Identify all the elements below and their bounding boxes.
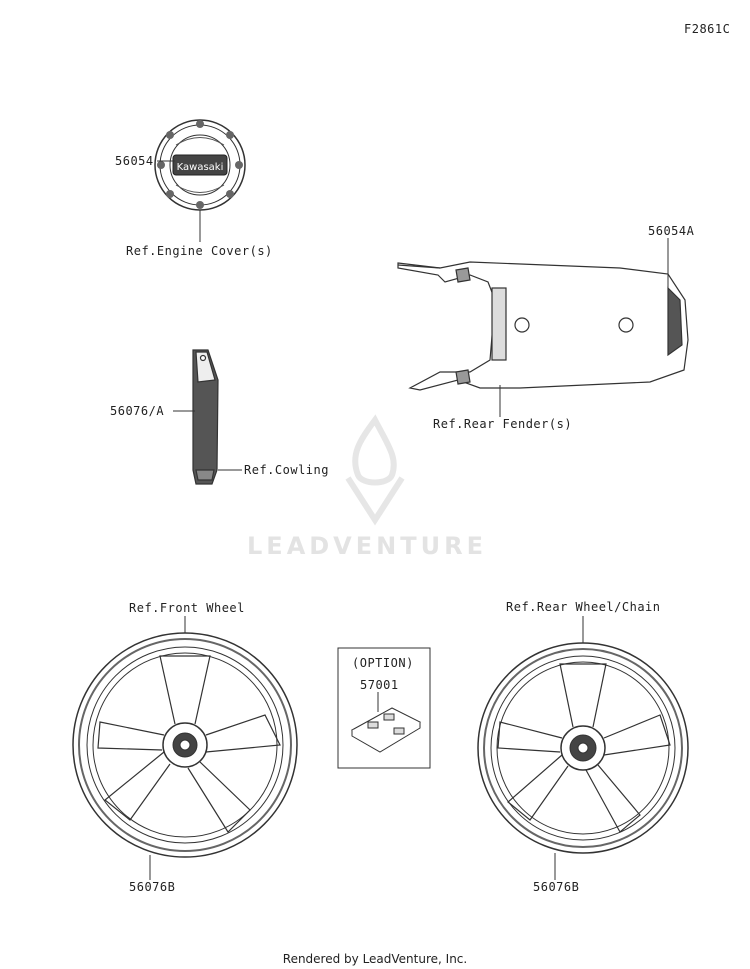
watermark-logo [348,420,402,520]
cowling-sticker-drawing [193,350,218,484]
front-wheel-part-number[interactable]: 56076B [129,880,176,894]
front-wheel-drawing [73,633,297,857]
front-wheel-reference[interactable]: Ref.Front Wheel [129,601,245,615]
kawasaki-badge-text: Kawasaki [176,162,224,173]
option-label: (OPTION) [352,656,414,670]
rear-fender-reference[interactable]: Ref.Rear Fender(s) [433,417,573,431]
watermark-text: LEADVENTURE [247,532,487,560]
footer-credit: Rendered by LeadVenture, Inc. [282,952,468,966]
rear-wheel-drawing [478,643,688,853]
engine-cover-reference[interactable]: Ref.Engine Cover(s) [126,244,273,258]
cowling-part-number[interactable]: 56076/A [110,404,165,418]
engine-cover-part-number[interactable]: 56054 [115,154,154,168]
rear-wheel-part-number[interactable]: 56076B [533,880,580,894]
rear-fender-part-number[interactable]: 56054A [648,224,695,238]
option-part-number[interactable]: 57001 [360,678,399,692]
option-part-drawing [352,708,420,752]
rear-fender-drawing [398,262,688,390]
diagram-code: F2861C [684,22,731,36]
rear-wheel-reference[interactable]: Ref.Rear Wheel/Chain [506,600,661,614]
cowling-reference[interactable]: Ref.Cowling [244,463,329,477]
